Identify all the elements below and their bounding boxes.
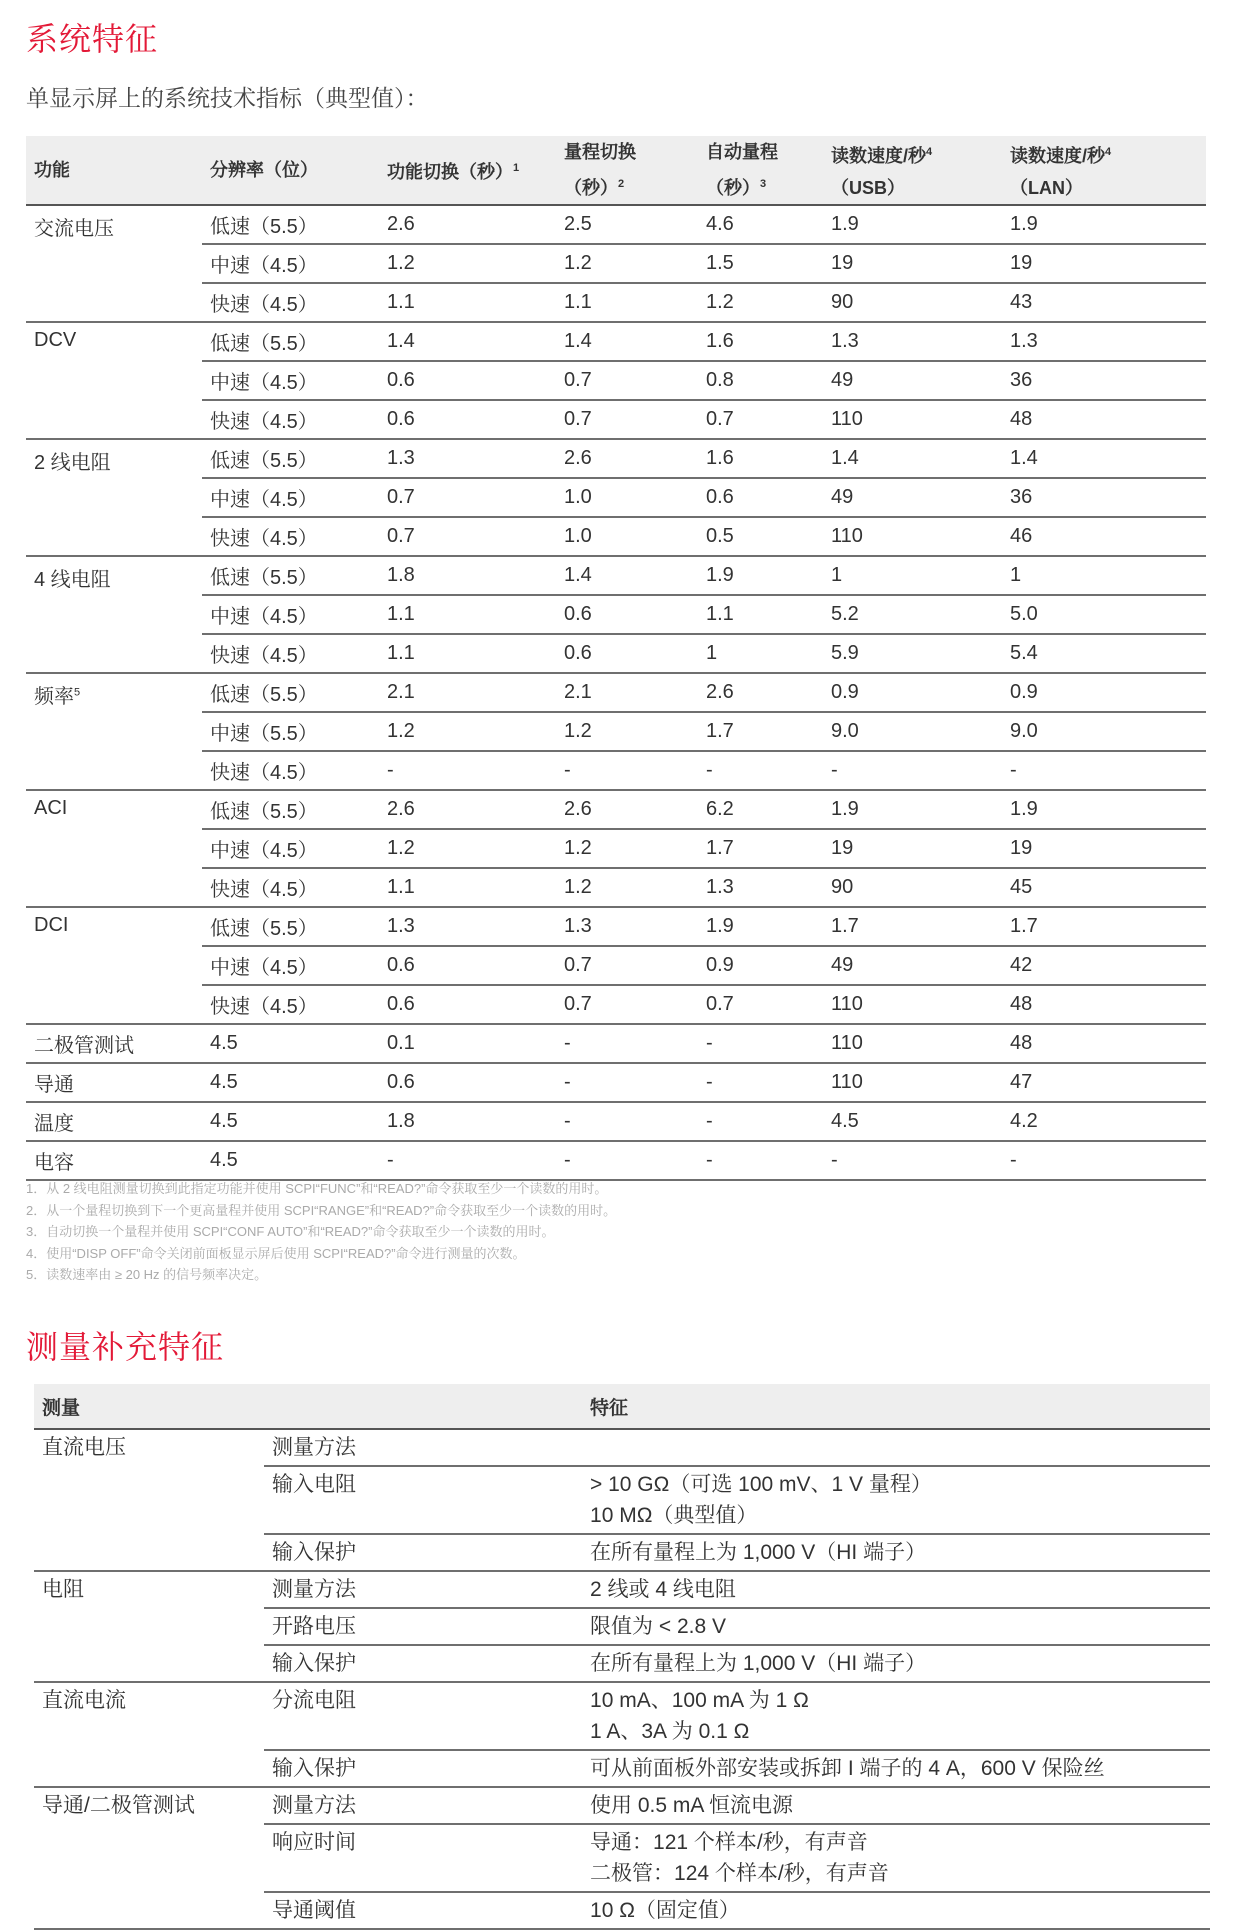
col-header-measurement: 测量 bbox=[34, 1384, 582, 1429]
table-cell: 45 bbox=[1002, 868, 1206, 907]
measurement-name: 电阻 bbox=[34, 1571, 264, 1682]
table-cell: 0.6 bbox=[698, 478, 823, 517]
table-row bbox=[26, 283, 1206, 322]
table-cell: 快速（4.5） bbox=[202, 517, 379, 556]
feature-line: 可从前面板外部安装或拆卸 I 端子的 4 A，600 V 保险丝 bbox=[590, 1757, 1105, 1780]
table-cell: 快速（4.5） bbox=[202, 400, 379, 439]
table-row bbox=[26, 946, 1206, 985]
table-cell: 1.2 bbox=[556, 244, 698, 283]
table-cell: 1.4 bbox=[556, 556, 698, 595]
table-cell: 中速（4.5） bbox=[202, 478, 379, 517]
table-cell: 49 bbox=[823, 946, 1002, 985]
table-cell: 19 bbox=[823, 244, 1002, 283]
table-cell: 1.3 bbox=[823, 322, 1002, 361]
table-cell: 低速（5.5） bbox=[202, 790, 379, 829]
table-cell: - bbox=[556, 1024, 698, 1063]
function-cell bbox=[26, 1141, 202, 1180]
table-cell: 0.7 bbox=[379, 517, 556, 556]
feature-item: 输入保护 bbox=[264, 1534, 582, 1571]
table-cell: 110 bbox=[823, 400, 1002, 439]
table-cell: - bbox=[698, 1102, 823, 1141]
table-cell: 110 bbox=[823, 517, 1002, 556]
table-cell: - bbox=[1002, 1141, 1206, 1180]
measurement-name: 直流电压 bbox=[34, 1429, 264, 1571]
table-cell: 0.1 bbox=[379, 1024, 556, 1063]
table-cell: 1.3 bbox=[556, 907, 698, 946]
function-cell bbox=[26, 439, 202, 556]
table-cell: 0.7 bbox=[698, 985, 823, 1024]
footnotes bbox=[26, 1178, 616, 1286]
table-cell: 47 bbox=[1002, 1063, 1206, 1102]
table-cell: 1.7 bbox=[1002, 907, 1206, 946]
table-cell: 4.5 bbox=[202, 1141, 379, 1180]
table-cell: 1.9 bbox=[1002, 205, 1206, 244]
table-row bbox=[26, 868, 1206, 907]
table-cell: 1.2 bbox=[698, 283, 823, 322]
feature-value bbox=[582, 1682, 1210, 1750]
measurement-name: 直流电流 bbox=[34, 1682, 264, 1787]
function-label: 二极管测试 bbox=[34, 1035, 134, 1057]
feature-value bbox=[582, 1645, 1210, 1682]
function-label: ACI bbox=[34, 797, 68, 819]
table-cell: - bbox=[379, 1141, 556, 1180]
feature-line: 2 线或 4 线电阻 bbox=[590, 1578, 736, 1601]
function-cell bbox=[26, 1063, 202, 1102]
table-cell: 1 bbox=[698, 634, 823, 673]
feature-line: 10 MΩ（典型值） bbox=[590, 1504, 758, 1527]
table-cell: 110 bbox=[823, 1063, 1002, 1102]
feature-item: 分流电阻 bbox=[264, 1682, 582, 1750]
table-cell: - bbox=[556, 1063, 698, 1102]
function-cell bbox=[26, 322, 202, 439]
feature-item: 测量方法 bbox=[264, 1429, 582, 1466]
table-row bbox=[26, 595, 1206, 634]
table-cell: 低速（5.5） bbox=[202, 439, 379, 478]
table-cell: 2.5 bbox=[556, 205, 698, 244]
table-row bbox=[26, 244, 1206, 283]
table-cell: 0.7 bbox=[556, 361, 698, 400]
col-header-rate-usb: 读数速度/秒$^4$ （USB） bbox=[823, 136, 1002, 205]
table-row bbox=[26, 556, 1206, 595]
feature-line: 在所有量程上为 1,000 V（HI 端子） bbox=[590, 1541, 927, 1564]
function-label: 电容 bbox=[34, 1152, 74, 1174]
table-row bbox=[34, 1682, 1210, 1750]
table-cell: 0.9 bbox=[698, 946, 823, 985]
table-cell: 中速（4.5） bbox=[202, 946, 379, 985]
table-row bbox=[26, 712, 1206, 751]
table-cell: 快速（4.5） bbox=[202, 985, 379, 1024]
table-row bbox=[26, 829, 1206, 868]
table-cell: 5.0 bbox=[1002, 595, 1206, 634]
table-row bbox=[26, 985, 1206, 1024]
table-row bbox=[26, 1102, 1206, 1141]
table-cell: 0.7 bbox=[556, 985, 698, 1024]
table-row bbox=[26, 478, 1206, 517]
table-row bbox=[26, 751, 1206, 790]
table-cell: 2.6 bbox=[556, 439, 698, 478]
table-cell: 1.4 bbox=[556, 322, 698, 361]
table-cell: 19 bbox=[1002, 829, 1206, 868]
table-cell: 1.9 bbox=[698, 556, 823, 595]
footnote: 2．从一个量程切换到下一个更高量程并使用 SCPI“RANGE”和“READ?”命令获取至少一个读数的用时。 bbox=[26, 1202, 617, 1218]
table-row bbox=[26, 205, 1206, 244]
table-cell: 低速（5.5） bbox=[202, 673, 379, 712]
feature-line: 二极管：124 个样本/秒，有声音 bbox=[590, 1862, 889, 1885]
table-cell: 0.7 bbox=[379, 478, 556, 517]
table-cell: 42 bbox=[1002, 946, 1206, 985]
table-cell: 5.2 bbox=[823, 595, 1002, 634]
function-label: 导通 bbox=[34, 1074, 74, 1096]
feature-item: 输入保护 bbox=[264, 1645, 582, 1682]
table-cell: - bbox=[823, 751, 1002, 790]
table-cell: - bbox=[698, 1141, 823, 1180]
table-cell: 中速（4.5） bbox=[202, 244, 379, 283]
table-cell: 1.2 bbox=[379, 712, 556, 751]
table-row bbox=[26, 439, 1206, 478]
table-cell: 1.1 bbox=[556, 283, 698, 322]
table-cell: - bbox=[823, 1141, 1002, 1180]
feature-line: 10 mA、100 mA 为 1 Ω bbox=[590, 1689, 809, 1712]
table-row bbox=[26, 907, 1206, 946]
table-cell: 49 bbox=[823, 478, 1002, 517]
measurement-name: 导通/二极管测试 bbox=[34, 1787, 264, 1929]
table-cell: 4.5 bbox=[202, 1024, 379, 1063]
table-cell: 110 bbox=[823, 1024, 1002, 1063]
feature-line: 限值为 < 2.8 V bbox=[590, 1615, 726, 1638]
table-cell: 中速（4.5） bbox=[202, 361, 379, 400]
function-cell bbox=[26, 790, 202, 907]
table-row bbox=[26, 1063, 1206, 1102]
table-cell: 0.7 bbox=[556, 400, 698, 439]
feature-value bbox=[582, 1892, 1210, 1929]
function-label: 交流电压 bbox=[34, 218, 114, 240]
footnote: 4．使用“DISP OFF”命令关闭前面板显示屏后使用 SCPI“READ?”命令进行测量的次数。 bbox=[26, 1245, 526, 1261]
table-cell: 低速（5.5） bbox=[202, 556, 379, 595]
feature-line: 1 A、3A 为 0.1 Ω bbox=[590, 1720, 750, 1743]
table-cell: 1.1 bbox=[698, 595, 823, 634]
table-cell: 0.6 bbox=[379, 946, 556, 985]
table-row bbox=[26, 673, 1206, 712]
table-cell: 1.5 bbox=[698, 244, 823, 283]
feature-value bbox=[582, 1750, 1210, 1787]
table-cell: 0.6 bbox=[379, 985, 556, 1024]
table-row bbox=[26, 361, 1206, 400]
table-cell: 49 bbox=[823, 361, 1002, 400]
table-cell: 0.7 bbox=[556, 946, 698, 985]
table-row bbox=[26, 1024, 1206, 1063]
function-cell bbox=[26, 673, 202, 790]
table-row bbox=[34, 1787, 1210, 1824]
table-cell: 1.7 bbox=[698, 829, 823, 868]
feature-item: 开路电压 bbox=[264, 1608, 582, 1645]
table-cell: 1.0 bbox=[556, 478, 698, 517]
table-cell: - bbox=[698, 1063, 823, 1102]
table-cell: - bbox=[698, 1024, 823, 1063]
feature-value bbox=[582, 1787, 1210, 1824]
table-cell: 快速（4.5） bbox=[202, 634, 379, 673]
section-subtitle: 单显示屏上的系统技术指标（典型值）： bbox=[26, 86, 429, 112]
table-cell: 5.9 bbox=[823, 634, 1002, 673]
function-cell bbox=[26, 1024, 202, 1063]
table-cell: 0.9 bbox=[823, 673, 1002, 712]
table-cell: 1.3 bbox=[379, 907, 556, 946]
feature-item: 输入电阻 bbox=[264, 1466, 582, 1534]
table-cell: 1.2 bbox=[379, 829, 556, 868]
table-cell: 1.1 bbox=[379, 283, 556, 322]
section-title-measurement: 测量补充特征 bbox=[26, 1328, 225, 1366]
table-cell: 19 bbox=[823, 829, 1002, 868]
col-header-range-switch: 量程切换 （秒）$^2$ bbox=[556, 136, 698, 205]
table-cell: 4.2 bbox=[1002, 1102, 1206, 1141]
table-cell: 4.6 bbox=[698, 205, 823, 244]
function-label: 4 线电阻 bbox=[34, 569, 111, 591]
footnote: 5．读数速率由 ≥ 20 Hz 的信号频率决定。 bbox=[26, 1267, 268, 1282]
table-cell: 36 bbox=[1002, 478, 1206, 517]
table-cell: 低速（5.5） bbox=[202, 907, 379, 946]
table-cell: 1.8 bbox=[379, 1102, 556, 1141]
col-header-function: 功能 bbox=[26, 136, 202, 205]
feature-line: 使用 0.5 mA 恒流电源 bbox=[590, 1794, 794, 1817]
table-cell: 6.2 bbox=[698, 790, 823, 829]
table-cell: 1 bbox=[823, 556, 1002, 595]
table-cell: 2.1 bbox=[556, 673, 698, 712]
table-cell: 0.6 bbox=[379, 361, 556, 400]
table-cell: 1.6 bbox=[698, 439, 823, 478]
table-cell: 中速（5.5） bbox=[202, 712, 379, 751]
footnote-ref: 5 bbox=[74, 686, 81, 699]
table-cell: 4.5 bbox=[202, 1063, 379, 1102]
feature-value bbox=[582, 1608, 1210, 1645]
table-row bbox=[34, 1571, 1210, 1608]
table-cell: 48 bbox=[1002, 400, 1206, 439]
function-label: DCV bbox=[34, 329, 77, 351]
table-cell: 48 bbox=[1002, 1024, 1206, 1063]
table-header-row bbox=[26, 136, 1206, 205]
table-cell: 0.5 bbox=[698, 517, 823, 556]
col-header-auto-range: 自动量程 （秒）$^3$ bbox=[698, 136, 823, 205]
table-cell: 快速（4.5） bbox=[202, 751, 379, 790]
footnote: 1．从 2 线电阻测量切换到此指定功能并使用 SCPI“FUNC”和“READ?”命令获取至少一个读数的用时。 bbox=[26, 1181, 608, 1196]
table-cell: 46 bbox=[1002, 517, 1206, 556]
table-cell: - bbox=[698, 751, 823, 790]
feature-item: 测量方法 bbox=[264, 1787, 582, 1824]
table-cell: 1.2 bbox=[556, 829, 698, 868]
feature-value bbox=[582, 1429, 1210, 1466]
table-cell: 1.1 bbox=[379, 634, 556, 673]
table-cell: 1.2 bbox=[379, 244, 556, 283]
table-cell: 9.0 bbox=[823, 712, 1002, 751]
table-cell: 0.6 bbox=[379, 400, 556, 439]
feature-value bbox=[582, 1824, 1210, 1892]
table-cell: 19 bbox=[1002, 244, 1206, 283]
table-cell: 1.9 bbox=[698, 907, 823, 946]
table-cell: 110 bbox=[823, 985, 1002, 1024]
table-cell: - bbox=[556, 1102, 698, 1141]
table-cell: 中速（4.5） bbox=[202, 829, 379, 868]
table-cell: 1.8 bbox=[379, 556, 556, 595]
system-spec-table bbox=[26, 136, 1206, 1181]
function-cell bbox=[26, 907, 202, 1024]
table-cell: 低速（5.5） bbox=[202, 322, 379, 361]
table-cell: 1.1 bbox=[379, 595, 556, 634]
section-title-system: 系统特征 bbox=[26, 20, 159, 58]
table-row bbox=[26, 634, 1206, 673]
table-row bbox=[34, 1429, 1210, 1466]
table-cell: 1.3 bbox=[1002, 322, 1206, 361]
col-header-feature: 特征 bbox=[582, 1384, 1210, 1429]
table-cell: 0.6 bbox=[379, 1063, 556, 1102]
feature-value bbox=[582, 1534, 1210, 1571]
feature-line: 10 Ω（固定值） bbox=[590, 1899, 740, 1922]
feature-item: 测量方法 bbox=[264, 1571, 582, 1608]
table-cell: 2.1 bbox=[379, 673, 556, 712]
table-cell: 0.8 bbox=[698, 361, 823, 400]
table-row bbox=[26, 400, 1206, 439]
table-cell: 中速（4.5） bbox=[202, 595, 379, 634]
table-cell: 1.1 bbox=[379, 868, 556, 907]
table-row bbox=[26, 322, 1206, 361]
feature-value bbox=[582, 1571, 1210, 1608]
feature-line: 导通：121 个样本/秒，有声音 bbox=[590, 1831, 868, 1854]
feature-value bbox=[582, 1466, 1210, 1534]
table-cell: 1.2 bbox=[556, 868, 698, 907]
table-cell: - bbox=[1002, 751, 1206, 790]
table-cell: 1.9 bbox=[823, 205, 1002, 244]
col-header-resolution: 分辨率（位） bbox=[202, 136, 379, 205]
table-row bbox=[26, 1141, 1206, 1180]
feature-item: 响应时间 bbox=[264, 1824, 582, 1892]
table-cell: 36 bbox=[1002, 361, 1206, 400]
table-cell: 0.7 bbox=[698, 400, 823, 439]
table-cell: 4.5 bbox=[823, 1102, 1002, 1141]
table-cell: 0.9 bbox=[1002, 673, 1206, 712]
table-cell: 1.9 bbox=[823, 790, 1002, 829]
table-cell: 1.6 bbox=[698, 322, 823, 361]
col-header-rate-lan: 读数速度/秒$^4$ （LAN） bbox=[1002, 136, 1206, 205]
table-cell: 48 bbox=[1002, 985, 1206, 1024]
table-cell: 0.6 bbox=[556, 595, 698, 634]
table-cell: 1 bbox=[1002, 556, 1206, 595]
table-cell: - bbox=[556, 1141, 698, 1180]
table-cell: 2.6 bbox=[379, 790, 556, 829]
table-cell: 1.7 bbox=[698, 712, 823, 751]
table-cell: 低速（5.5） bbox=[202, 205, 379, 244]
table-cell: 1.2 bbox=[556, 712, 698, 751]
table-cell: 0.6 bbox=[556, 634, 698, 673]
table-cell: 5.4 bbox=[1002, 634, 1206, 673]
function-cell bbox=[26, 1102, 202, 1141]
table-cell: 1.0 bbox=[556, 517, 698, 556]
col-header-func-switch: 功能切换（秒）$^1$ bbox=[379, 136, 556, 205]
table-cell: 1.3 bbox=[379, 439, 556, 478]
table-cell: 90 bbox=[823, 283, 1002, 322]
table-cell: 1.4 bbox=[823, 439, 1002, 478]
feature-item: 导通阈值 bbox=[264, 1892, 582, 1929]
table-cell: 4.5 bbox=[202, 1102, 379, 1141]
feature-line: > 10 GΩ（可选 100 mV、1 V 量程） bbox=[590, 1473, 932, 1496]
table-cell: 快速（4.5） bbox=[202, 283, 379, 322]
table-cell: 9.0 bbox=[1002, 712, 1206, 751]
function-label: 2 线电阻 bbox=[34, 452, 111, 474]
table-cell: 2.6 bbox=[556, 790, 698, 829]
table-cell: 快速（4.5） bbox=[202, 868, 379, 907]
table-row bbox=[26, 790, 1206, 829]
feature-item: 输入保护 bbox=[264, 1750, 582, 1787]
table-cell: - bbox=[379, 751, 556, 790]
table-cell: - bbox=[556, 751, 698, 790]
measurement-feature-table bbox=[34, 1384, 1210, 1930]
feature-line: 在所有量程上为 1,000 V（HI 端子） bbox=[590, 1652, 927, 1675]
function-label: 温度 bbox=[34, 1113, 74, 1135]
table-cell: 1.4 bbox=[379, 322, 556, 361]
footnote: 3．自动切换一个量程并使用 SCPI“CONF AUTO”和“READ?”命令获取至少一个读数的用时。 bbox=[26, 1224, 555, 1239]
function-label: DCI bbox=[34, 914, 69, 936]
function-label: 频率 bbox=[34, 686, 74, 708]
table-cell: 1.9 bbox=[1002, 790, 1206, 829]
table-cell: 2.6 bbox=[698, 673, 823, 712]
table-cell: 43 bbox=[1002, 283, 1206, 322]
table-cell: 2.6 bbox=[379, 205, 556, 244]
table-cell: 1.3 bbox=[698, 868, 823, 907]
table-row bbox=[26, 517, 1206, 556]
table-cell: 1.4 bbox=[1002, 439, 1206, 478]
function-cell bbox=[26, 556, 202, 673]
table-cell: 90 bbox=[823, 868, 1002, 907]
function-cell bbox=[26, 205, 202, 322]
table-cell: 1.7 bbox=[823, 907, 1002, 946]
table-header-row bbox=[34, 1384, 1210, 1429]
